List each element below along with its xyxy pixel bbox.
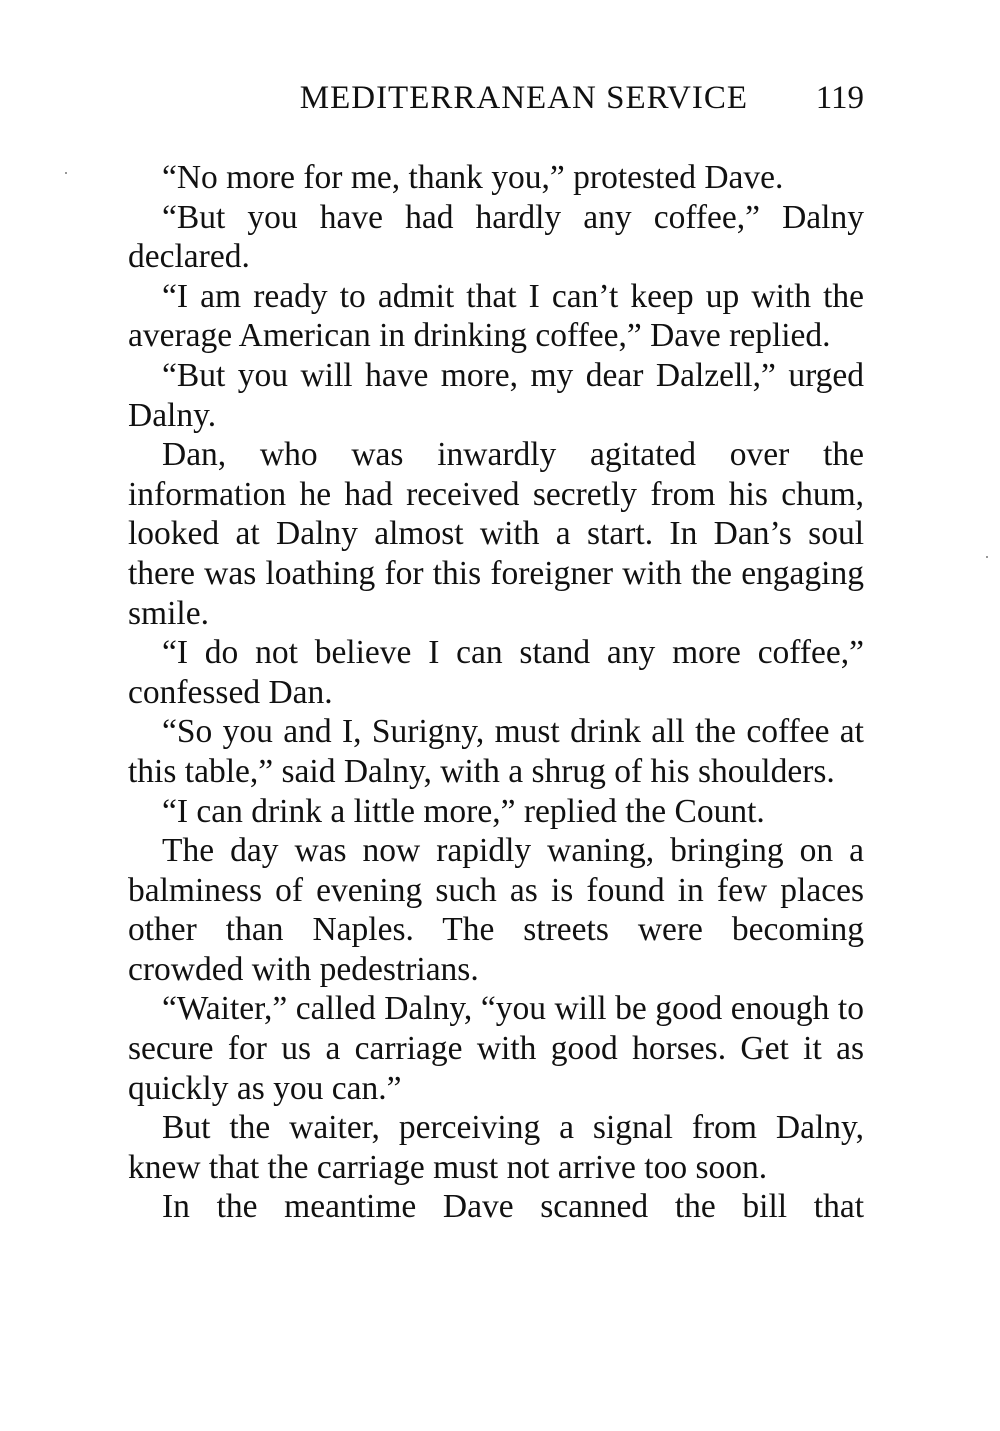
scan-speck: [986, 556, 988, 558]
paragraph: In the meantime Dave scanned the bill that: [162, 1188, 864, 1226]
paragraph: “No more for me, thank you,” protested Dave.: [162, 159, 784, 196]
paragraph: “So you and I, Surigny, must drink all the coffee at this table,” said Dalny, with a shrug of his shoulders.: [128, 713, 864, 790]
paragraph: The day was now rapidly waning, bringing on a balminess of evening such as is found in few places other than Naples. The streets were becoming crowded with pedestrians.: [128, 832, 864, 988]
paragraph: “I am ready to admit that I can’t keep up with the average American in drinking coffee,” Dave replied.: [128, 277, 864, 355]
paragraph: But the waiter, perceiving a signal from Dalny, knew that the carriage must not arrive too soon.: [128, 1109, 864, 1186]
paragraph: “I can drink a little more,” replied the Count.: [162, 792, 765, 830]
page-number: 119: [815, 80, 864, 116]
paragraph: “But you have had hardly any coffee,” Dalny declared.: [128, 198, 864, 276]
running-title: MEDITERRANEAN SERVICE: [299, 80, 748, 116]
body-text: [128, 158, 864, 1227]
paragraph: Dan, who was inwardly agitated over the information he had received secretly from his chum, looked at Dalny almost with a start. In Dan’s soul there was loathing for this foreigner with the engaging smile.: [128, 436, 864, 632]
scan-speck: [65, 172, 67, 174]
paragraph: “I do not believe I can stand any more coffee,” confessed Dan.: [128, 634, 864, 711]
running-head: [128, 78, 864, 118]
paragraph: “Waiter,” called Dalny, “you will be good enough to secure for us a carriage with good horses. Get it as quickly as you can.”: [128, 990, 864, 1107]
paragraph: “But you will have more, my dear Dalzell,” urged Dalny.: [128, 356, 864, 434]
